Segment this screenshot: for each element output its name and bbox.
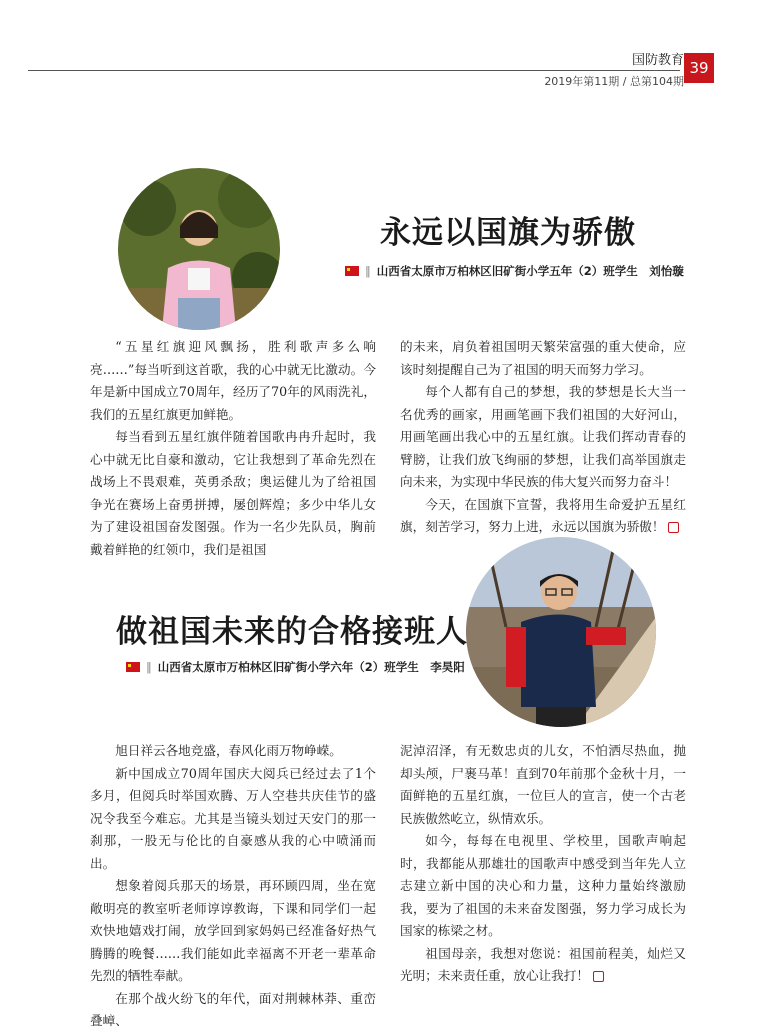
flag-icon: [126, 662, 140, 672]
flag-icon: [345, 266, 359, 276]
author-photo-girl: [118, 168, 280, 330]
header-title: 国防教育: [631, 53, 684, 68]
divider-bars: ‖: [146, 660, 152, 674]
article2-byline: [126, 659, 465, 675]
article1-column-right: [400, 336, 686, 539]
article2-author: 山西省太原市万柏林区旧矿街小学六年（2）班学生 李昊阳: [157, 660, 465, 674]
article2-column-left: [90, 740, 376, 1033]
divider-bars: ‖: [365, 264, 371, 278]
header-issue: 2019年第11期 / 总第104期: [544, 75, 684, 88]
paragraph: 新中国成立70周年国庆大阅兵已经过去了1个多月，但阅兵时举国欢腾、万人空巷共庆佳节的盛况令我至今难忘。尤其是当镜头划过天安门的那一刹那，一股无与伦比的自豪感从我的心中喷涌而出。: [90, 765, 376, 871]
paragraph: 祖国母亲，我想对您说：祖国前程美，灿烂又光明；未来责任重，放心让我打！: [400, 945, 686, 983]
end-mark-icon: [668, 522, 679, 533]
paragraph: 旭日祥云各地竞盛，春风化雨万物峥嵘。: [115, 743, 342, 758]
header-rule: [28, 70, 680, 71]
author-photo-boy: [466, 537, 656, 727]
page-number: 39: [684, 53, 714, 83]
paragraph: 的未来，肩负着祖国明天繁荣富强的重大使命，应该时刻提醒自己为了祖国的明天而努力学习。: [400, 339, 686, 377]
end-mark-icon: [593, 971, 604, 982]
paragraph: 泥淖沼泽，有无数忠贞的儿女，不怕洒尽热血，抛却头颅，尸裹马革！直到70年前那个金秋十月，一面鲜艳的五星红旗，一位巨人的宣言，使一个古老民族傲然屹立，纵情欢乐。: [400, 743, 686, 826]
paragraph: “五星红旗迎风飘扬，胜利歌声多么响亮……”每当听到这首歌，我的心中就无比激动。今年是新中国成立70周年，经历了70年的风雨洗礼，我们的五星红旗更加鲜艳。: [90, 339, 376, 422]
article2-title: 做祖国未来的合格接班人: [116, 614, 468, 650]
article1-author: 山西省太原市万柏林区旧矿街小学五年（2）班学生 刘怡璇: [376, 264, 684, 278]
paragraph: 在那个战火纷飞的年代，面对荆棘林莽、重峦叠嶂、: [90, 990, 376, 1028]
paragraph: 想象着阅兵那天的场景，再环顾四周，坐在宽敞明亮的教室听老师谆谆教诲，下课和同学们一起欢快地嬉戏打闹，放学回到家妈妈已经准备好热气腾腾的晚餐……我们能如此幸福离不开老一辈革命先烈的牺牲奉献。: [90, 878, 376, 983]
article1-column-left: [90, 336, 376, 561]
paragraph: 今天，在国旗下宣誓，我将用生命爱护五星红旗，刻苦学习，努力上进，永远以国旗为骄傲！: [400, 496, 686, 534]
paragraph: 每个人都有自己的梦想，我的梦想是长大当一名优秀的画家，用画笔画下我们祖国的大好河山，用画笔画出我心中的五星红旗。让我们挥动青春的臂膀，让我们放飞绚丽的梦想，让我们高举国旗走向未来，为实现中华民族的伟大复兴而努力奋斗！: [400, 384, 686, 489]
article1-byline: [345, 263, 684, 279]
paragraph: 如今，每每在电视里、学校里，国歌声响起时，我都能从那雄壮的国歌声中感受到当年先人立志建立新中国的决心和力量，这种力量始终激励我，要为了祖国的未来奋发图强，努力学习成长为国家的栋梁之材。: [400, 833, 686, 938]
paragraph: 每当看到五星红旗伴随着国歌冉冉升起时，我心中就无比自豪和激动，它让我想到了革命先烈在战场上不畏艰难，英勇杀敌；奥运健儿为了给祖国争光在赛场上奋勇拼搏，屡创辉煌；多少中华儿女为了建设祖国奋发图强。作为一名少先队员，胸前戴着鲜艳的红领巾，我们是祖国: [90, 429, 376, 557]
article2-column-right: [400, 740, 686, 988]
article1-title: 永远以国旗为骄傲: [380, 215, 636, 251]
